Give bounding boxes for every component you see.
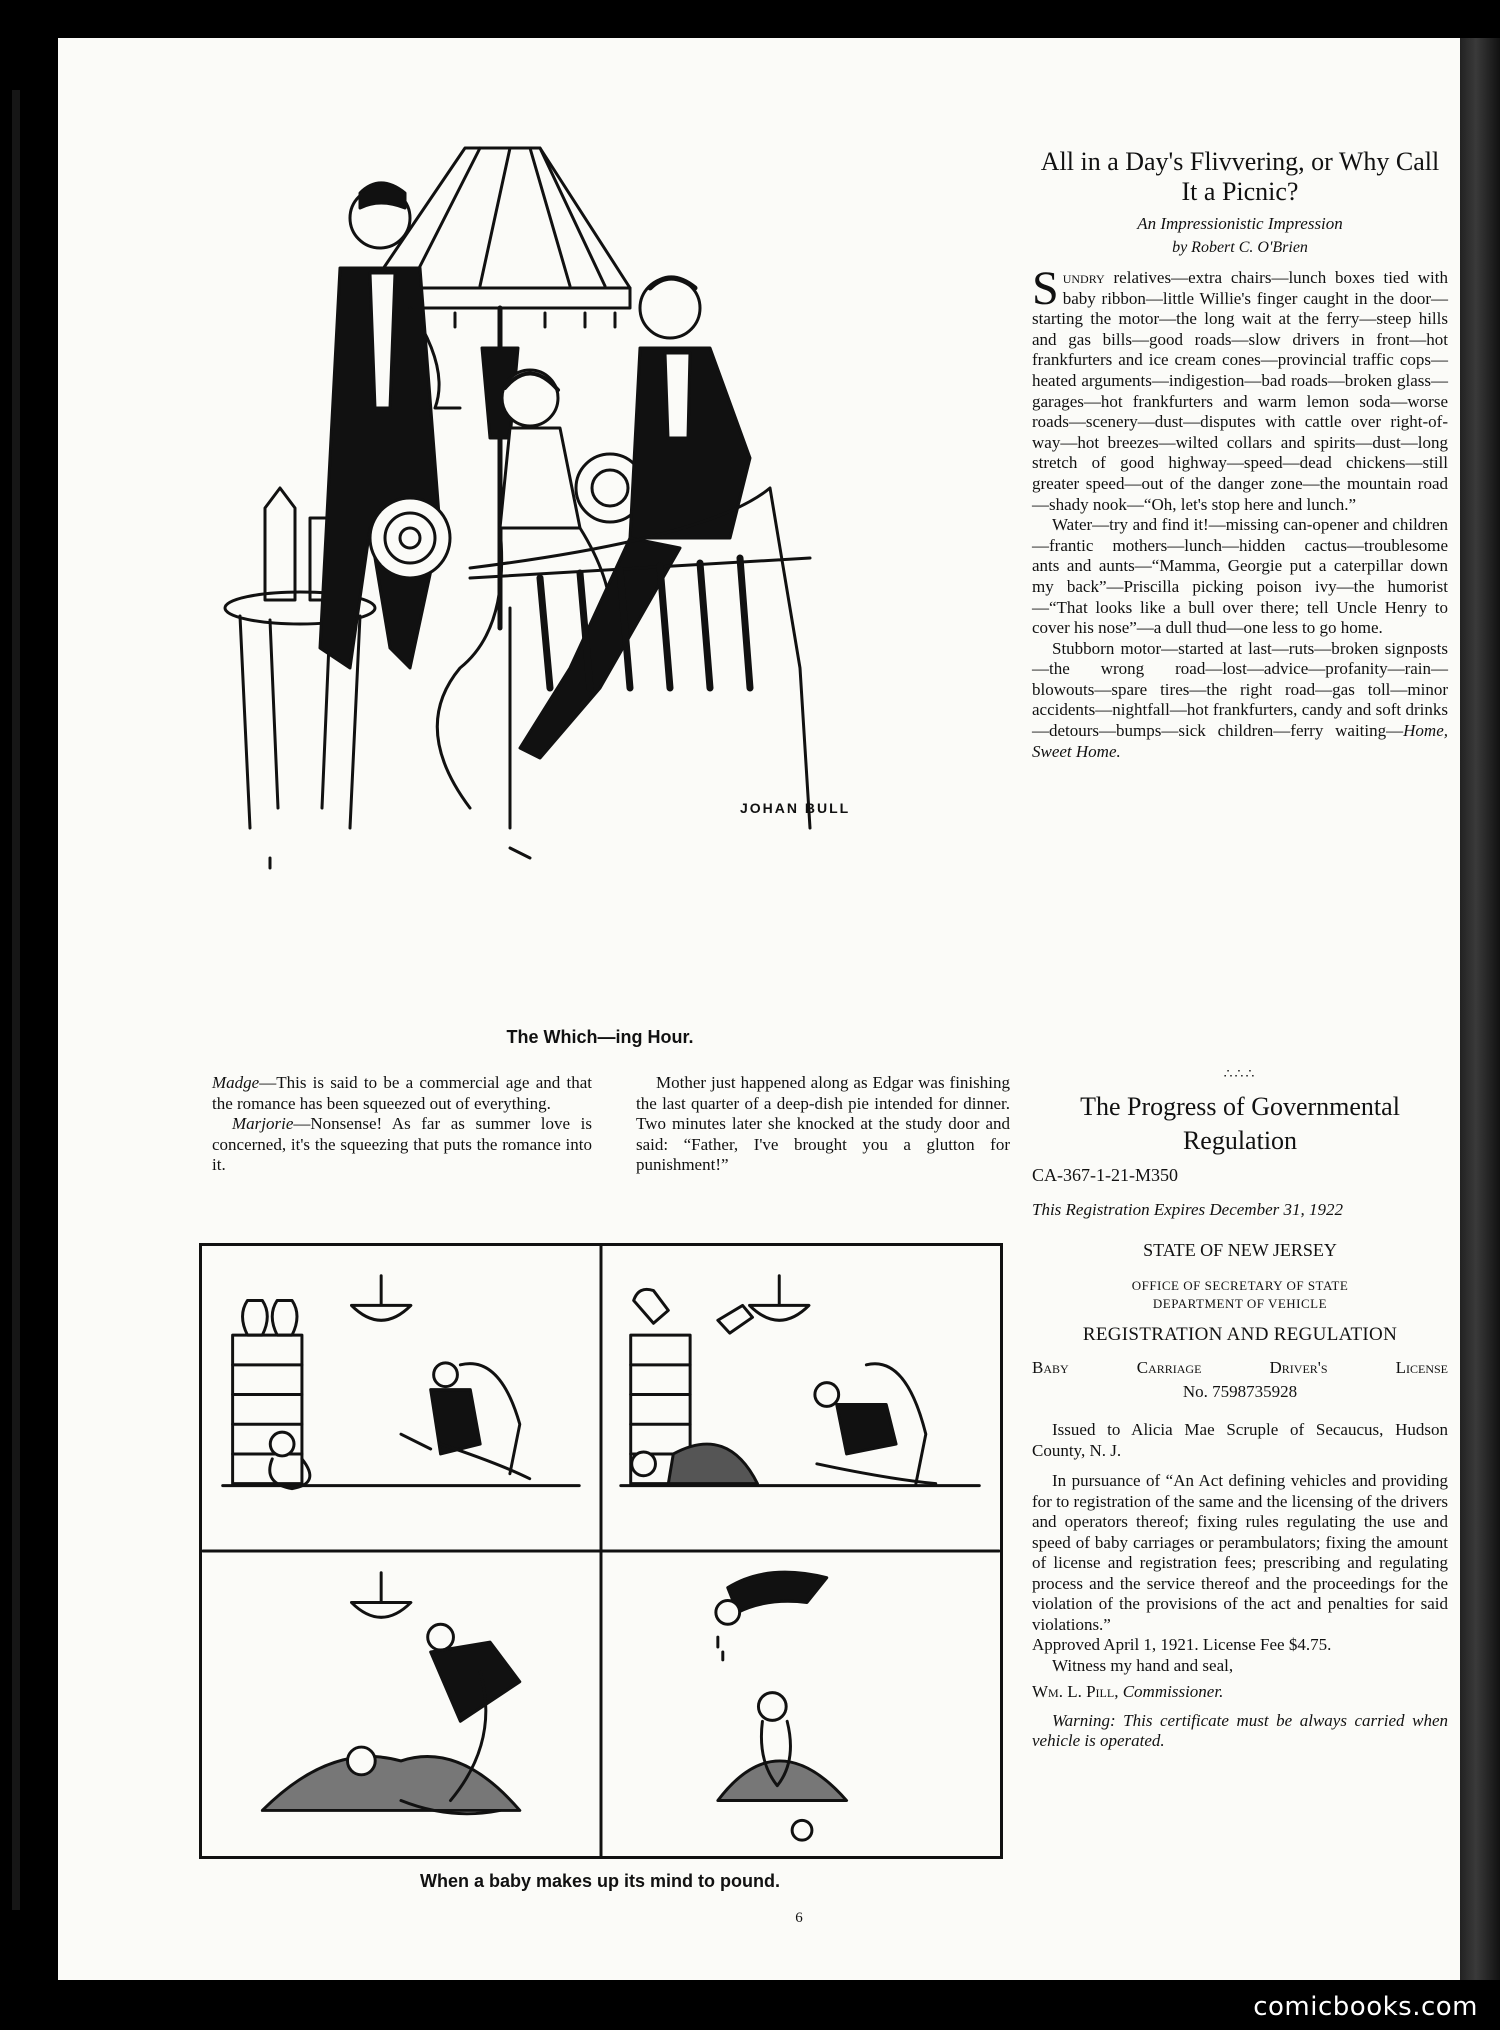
joke-text: —This is said to be a commercial age and that the romance has been squeezed out of everything.: [212, 1073, 592, 1113]
joke-madge-marjorie: [212, 1073, 592, 1176]
flivvering-body: [1032, 262, 1448, 762]
registration-heading: REGISTRATION AND REGULATION: [1082, 1324, 1398, 1345]
witness-line: Witness my hand and seal,: [1052, 1655, 1234, 1675]
illustration-caption: The Which—ing Hour.: [506, 1027, 694, 1047]
flivvering-paragraph-2: Water—try and find it!—missing can-opener and children—frantic mothers—lunch—hidden cactus—troublesome ants and aunts—“Mamma, Georgie put a caterpillar down my back”—Priscilla picking poison ivy—the humorist—“That looks like a bull over there; tell Uncle Henry to cover his nose”—a dull thud—one less to go home.: [1032, 515, 1448, 638]
flivvering-paragraph-3: [1032, 639, 1448, 763]
comic-caption: When a baby makes up its mind to pound.: [419, 1871, 781, 1891]
warning-label: Warning:: [1052, 1710, 1116, 1730]
article-subtitle: An Impressionistic Impression: [1137, 214, 1343, 233]
expiry-line: This Registration Expires December 31, 1922: [1032, 1200, 1343, 1219]
baby-pound-comic-strip: [199, 1243, 1003, 1859]
joke-text: —Nonsense! As far as summer love is concerned, it's the squeezing that puts the romance into it.: [212, 1114, 592, 1174]
which-ing-hour-illustration: [210, 108, 990, 1028]
binding-shadow: [12, 90, 20, 1910]
scan-border-right: [1460, 38, 1500, 1980]
commissioner-title: Commissioner.: [1122, 1682, 1224, 1701]
paragraph-text: relatives—extra chairs—lunch boxes tied with baby ribbon—little Willie's finger caught in the door—starting the motor—the long wait at the ferry—steep hills and gas bills—good roads—slow drivers in front—hot frankfurters and ice cream cones—provincial traffic cops—heated arguments—indigestion—bad roads—broken glass—garages—hot frankfurters and warm lemon soda—worse roads—scenery—dust—disputes with cattle over right-of-way—hot breezes—wilted collars and spirits—dust—long stretch of good highway—speed—dead chickens—still greater speed—out of the danger zone—the mountain road—shady nook—“Oh, let's stop here and lunch.”: [1032, 268, 1448, 514]
license-type: Baby Carriage Driver's License: [1032, 1358, 1448, 1377]
state-heading: STATE OF NEW JERSEY: [1143, 1240, 1337, 1260]
paragraph-end: Home, Sweet Home.: [1032, 721, 1448, 761]
pursuance-text: In pursuance of “An Act defining vehicles and providing for to registration of the same and the licensing of the drivers and operators thereof; fixing rules regulating the use and speed of baby carriages or perambulators; fixing the amount of license and registration fees; prescribing and regulating process and the service thereof and the proceedings for the violation of the provisions of the act and penalties for said violations.”: [1032, 1471, 1448, 1634]
warning-note: [1032, 1711, 1448, 1752]
warning-text: This certificate must be always carried when vehicle is operated.: [1032, 1710, 1448, 1750]
page-number: 6: [795, 1910, 803, 1926]
speaker-name: Marjorie: [232, 1114, 294, 1133]
drop-cap: S: [1032, 262, 1059, 315]
joke-line-1: [212, 1073, 592, 1114]
artist-signature: JOHAN BULL: [740, 800, 851, 816]
joke-glutton: [636, 1073, 1010, 1176]
scan-border-left: [0, 0, 58, 2030]
lead-word: undry: [1062, 268, 1105, 287]
flivvering-paragraph-1: [1032, 262, 1448, 515]
article-title-regulation: The Progress of Governmental Regulation: [1080, 1092, 1400, 1155]
section-divider: ∴∴∴: [1223, 1067, 1257, 1082]
paragraph-text: Stubborn motor—started at last—ruts—broken signposts—the wrong road—lost—advice—profanity—rain—blowouts—spare tires—the right road—gas toll—minor accidents—nightfall—hot frankfurters, candy and soft drinks—detours—bumps—sick children—ferry waiting—: [1032, 638, 1448, 741]
office-line: OFFICE OF SECRETARY OF STATE: [1131, 1278, 1349, 1293]
joke-text: Mother just happened along as Edgar was finishing the last quarter of a deep-dish pie intended for dinner. Two minutes later she knocked at the study door and said: “Father, I've brought you a glutton for punishment!”: [636, 1073, 1010, 1174]
registration-number: CA-367-1-21-M350: [1032, 1165, 1178, 1185]
speaker-name: Madge: [212, 1073, 260, 1092]
office-heading: [1032, 1277, 1448, 1313]
department-line: DEPARTMENT OF VEHICLE: [1152, 1296, 1328, 1311]
commissioner-name: Wm. L. Pill,: [1032, 1682, 1123, 1701]
license-number: No. 7598735928: [1182, 1382, 1298, 1401]
issued-to: Issued to Alicia Mae Scruple of Secaucus, Hudson County, N. J.: [1032, 1420, 1448, 1460]
article-byline: by Robert C. O'Brien: [1172, 239, 1308, 256]
article-title-flivvering: All in a Day's Flivvering, or Why Call It a Picnic?: [1040, 147, 1440, 206]
commissioner-signature: [1032, 1682, 1448, 1703]
regulation-body: [1032, 1420, 1448, 1752]
site-watermark: comicbooks.com: [1253, 1992, 1478, 2022]
approved-line: Approved April 1, 1921. License Fee $4.75.: [1032, 1635, 1332, 1654]
joke-line-2: [212, 1114, 592, 1176]
